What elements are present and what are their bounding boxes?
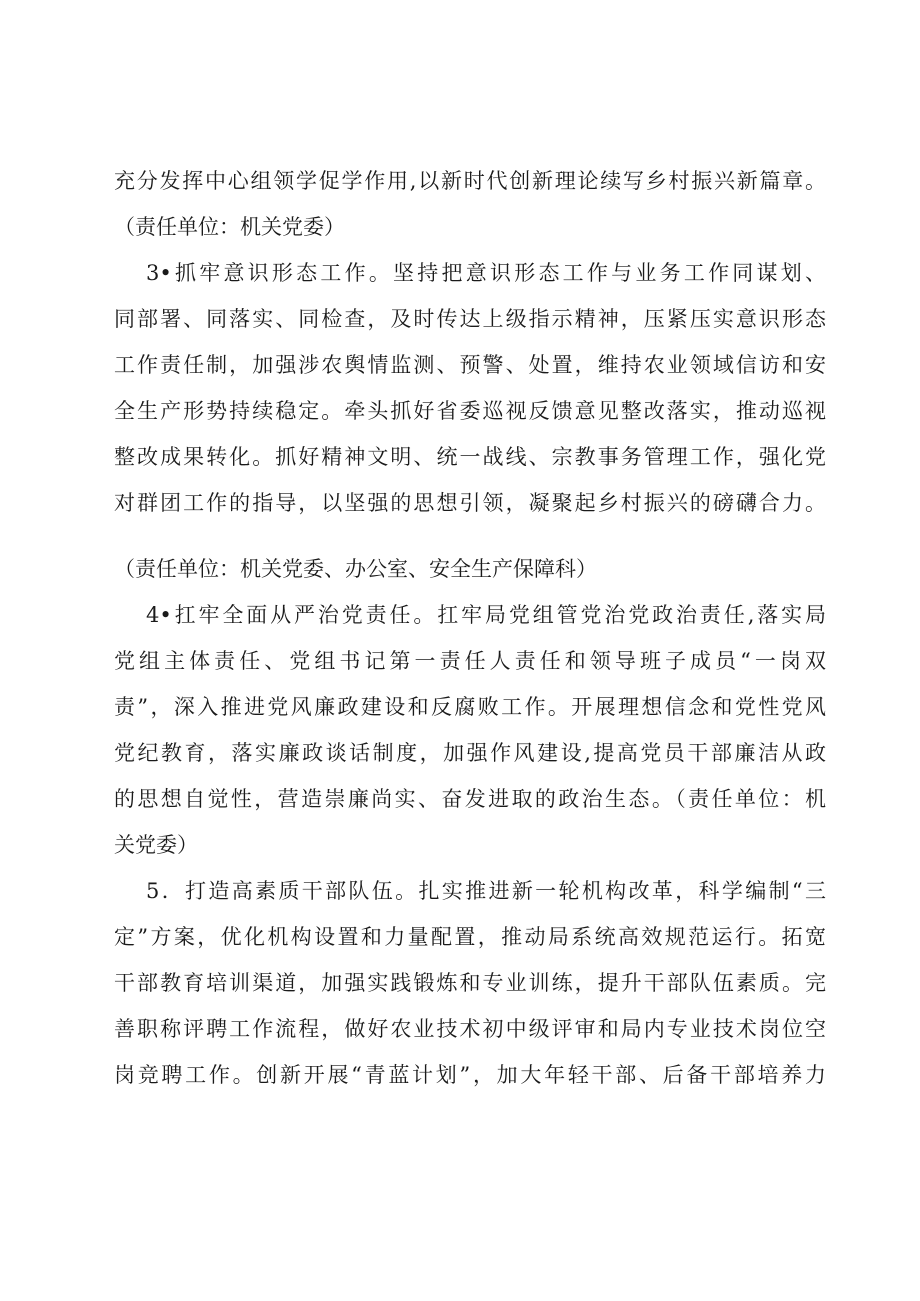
- text-line: 责”，深入推进党风廉政建设和反腐败工作。开展理想信念和党性党风: [114, 695, 826, 719]
- text-line: 关党委）: [114, 833, 198, 857]
- text-line: 党纪教育，落实廉政谈话制度，加强作风建设,提高党员干部廉洁从政: [114, 741, 826, 765]
- text-line: 党组主体责任、党组书记第一责任人责任和领导班子成员“一岗双: [114, 649, 826, 673]
- text-line: 岗竞聘工作。创新开展“青蓝计划”，加大年轻干部、后备干部培养力: [114, 1063, 826, 1087]
- text-line: 整改成果转化。抓好精神文明、统一战线、宗教事务管理工作，强化党: [114, 445, 826, 469]
- text-line: 工作责任制，加强涉农舆情监测、预警、处置，维持农业领域信访和安: [114, 353, 826, 377]
- text-line: 定”方案，优化机构设置和力量配置，推动局系统高效规范运行。拓宽: [114, 925, 826, 949]
- text-line: 善职称评聘工作流程，做好农业技术初中级评审和局内专业技术岗位空: [114, 1017, 826, 1041]
- text-line: （责任单位：机关党委）: [114, 215, 345, 239]
- text-line: （责任单位：机关党委、办公室、安全生产保障科）: [114, 557, 597, 581]
- text-line: 4•扛牢全面从严治党责任。扛牢局党组管党治党政治责任,落实局: [146, 603, 826, 627]
- text-line: 5．打造高素质干部队伍。扎实推进新一轮机构改革，科学编制“三: [146, 879, 826, 903]
- text-line: 同部署、同落实、同检查，及时传达上级指示精神，压紧压实意识形态: [114, 307, 826, 331]
- text-line: 的思想自觉性，营造崇廉尚实、奋发进取的政治生态。（责任单位：机: [114, 787, 826, 811]
- text-line: 全生产形势持续稳定。牵头抓好省委巡视反馈意见整改落实，推动巡视: [114, 399, 826, 423]
- text-line: 充分发挥中心组领学促学作用,以新时代创新理论续写乡村振兴新篇章。: [114, 169, 826, 193]
- text-line: 3•抓牢意识形态工作。坚持把意识形态工作与业务工作同谋划、: [146, 261, 826, 285]
- text-line: 干部教育培训渠道，加强实践锻炼和专业训练，提升干部队伍素质。完: [114, 971, 826, 995]
- text-line: 对群团工作的指导，以坚强的思想引领，凝聚起乡村振兴的磅礴合力。: [114, 491, 826, 515]
